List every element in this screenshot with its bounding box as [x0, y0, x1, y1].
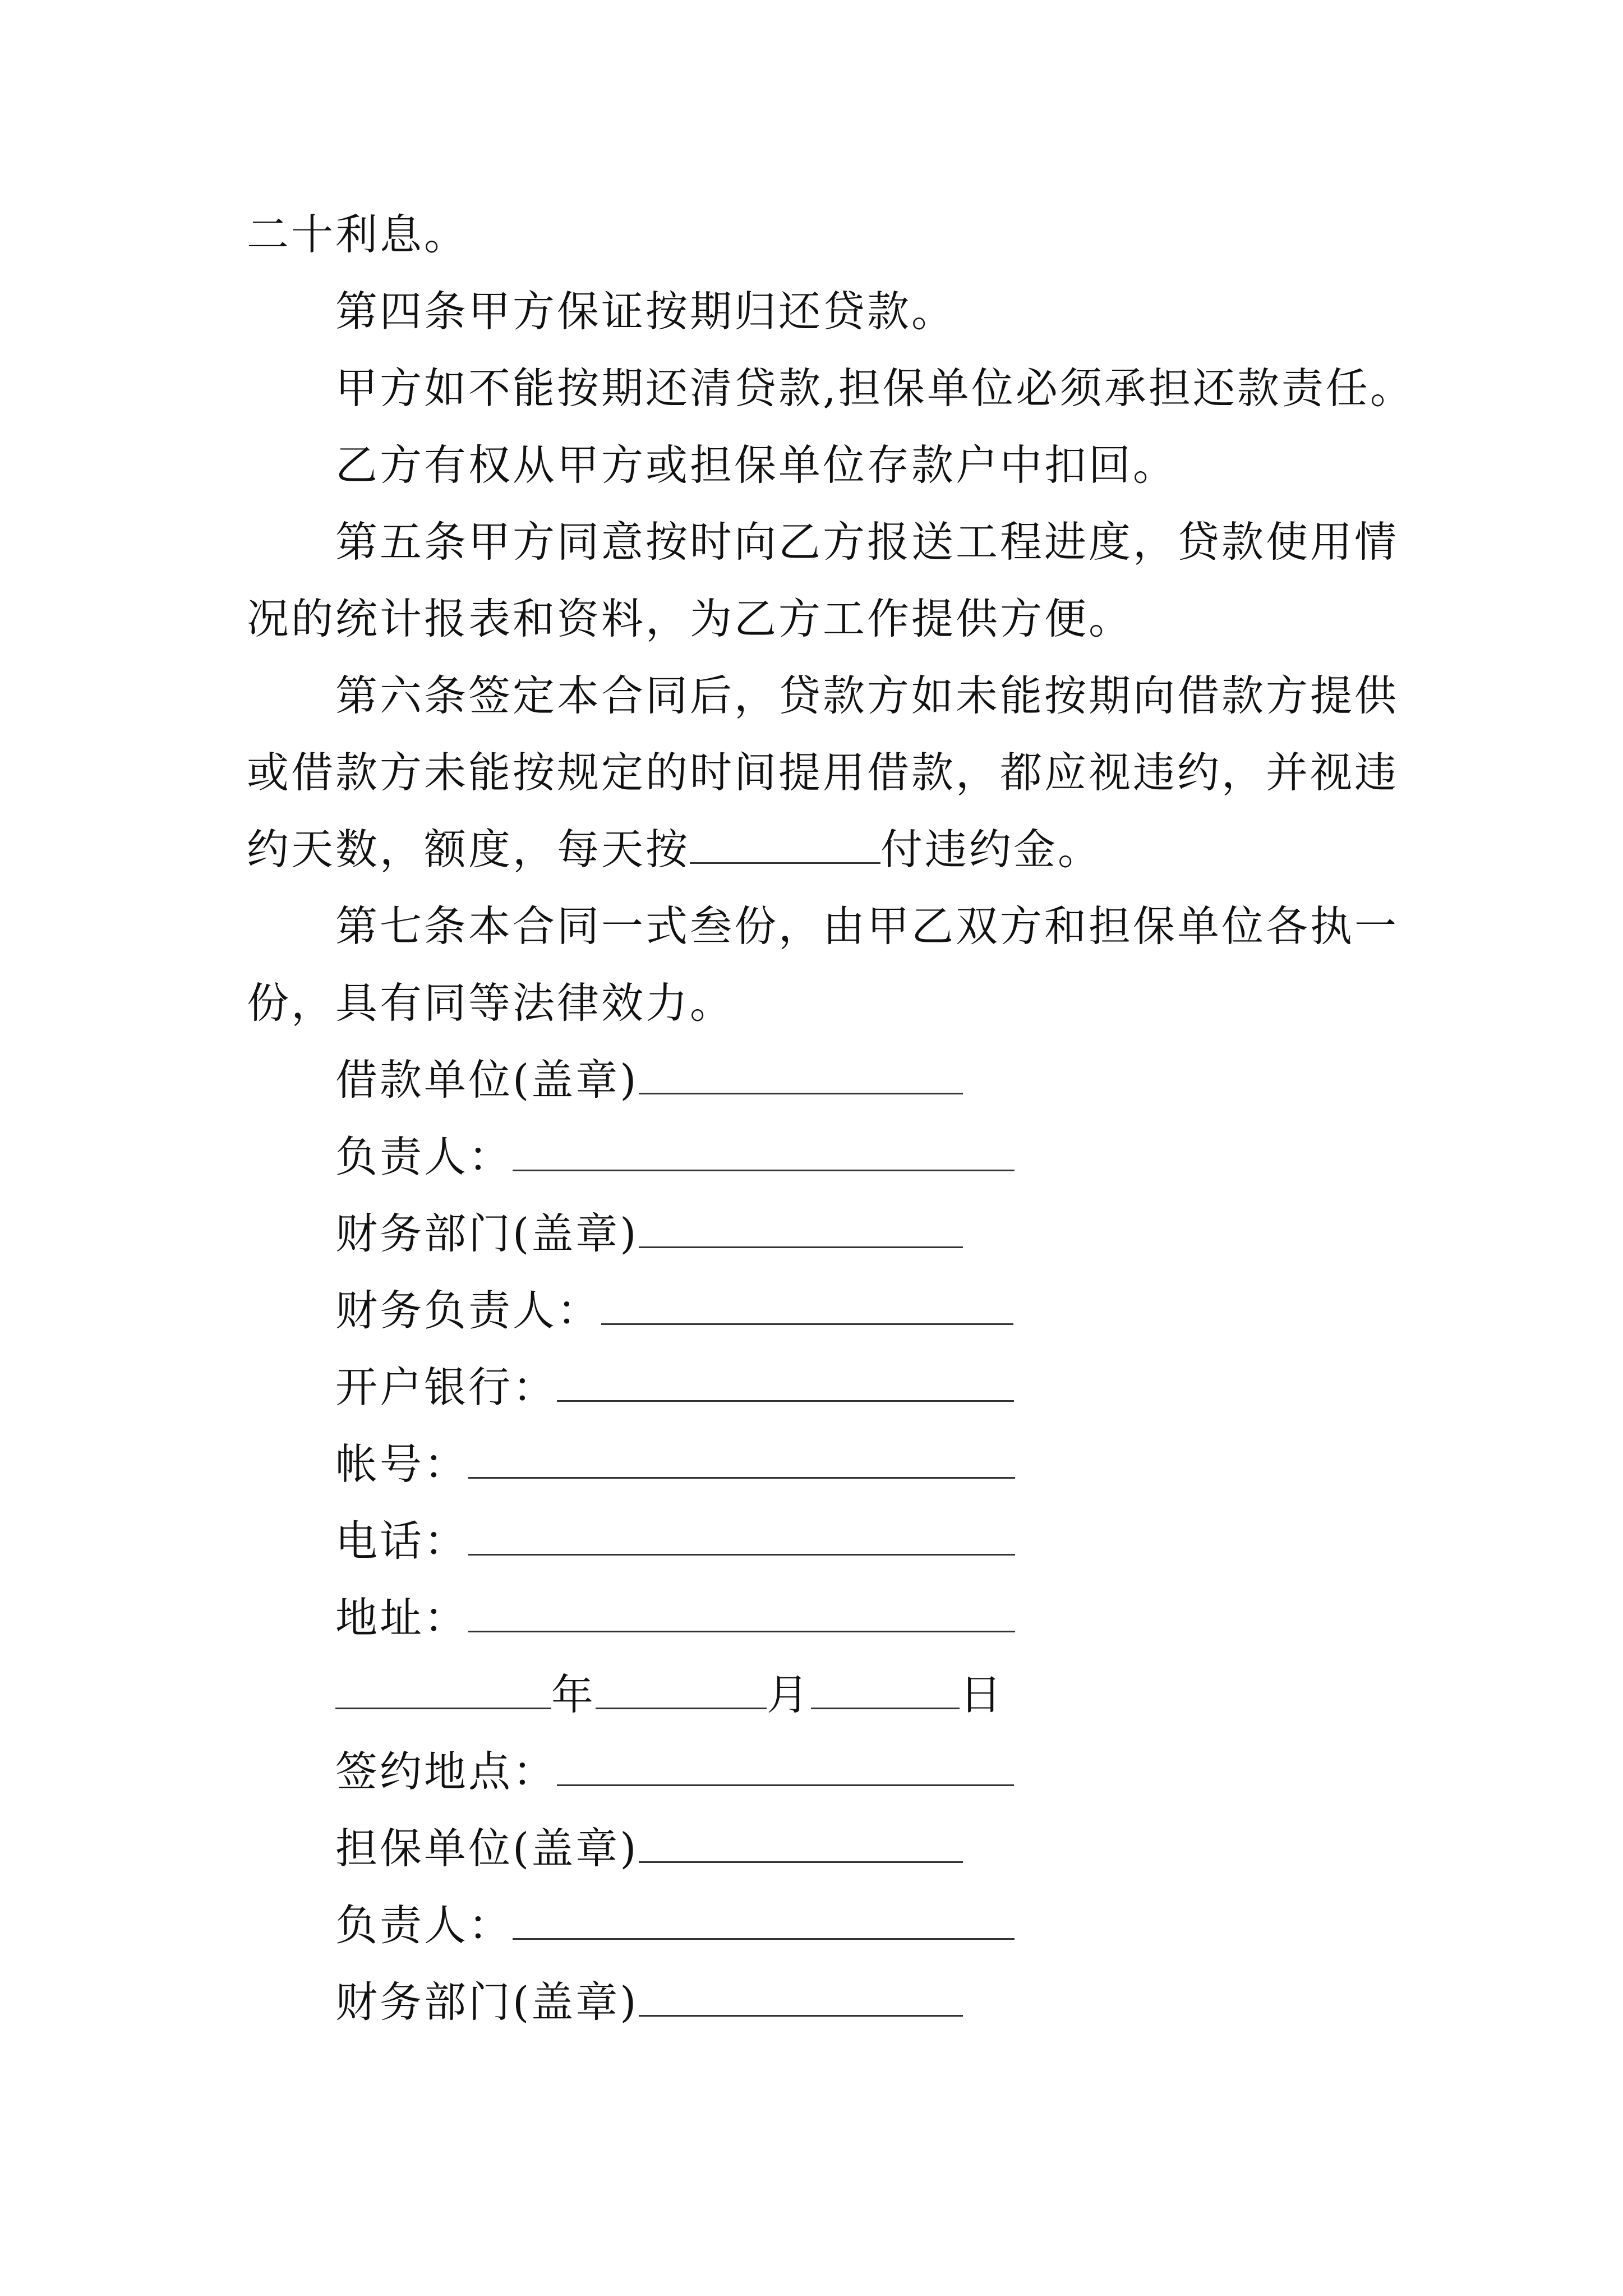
date-line	[335, 1667, 1004, 1723]
field-label: 财务部门(盖章)	[335, 1209, 639, 1258]
field-label: 开户银行：	[335, 1363, 557, 1412]
field-label: 财务部门(盖章)	[335, 1977, 639, 2027]
field-label: 负责人：	[335, 1132, 513, 1181]
phone-blank[interactable]	[468, 1515, 1015, 1556]
paragraph-line: 甲方如不能按期还清贷款,担保单位必须承担还款责任。	[335, 364, 1414, 413]
article-6-line-3	[247, 821, 1102, 877]
address-blank[interactable]	[468, 1591, 1015, 1632]
borrower-seal-field	[335, 1052, 963, 1108]
field-label: 负责人：	[335, 1901, 513, 1950]
year-blank[interactable]	[335, 1668, 551, 1709]
borrower-principal-field	[335, 1129, 1015, 1185]
month-blank[interactable]	[596, 1668, 767, 1709]
month-label: 月	[767, 1670, 811, 1719]
field-label: 地址：	[335, 1593, 469, 1642]
article-5-line-2: 况的统计报表和资料，为乙方工作提供方便。	[247, 594, 1133, 643]
field-label: 电话：	[335, 1516, 469, 1566]
finance-dept-blank[interactable]	[639, 1207, 963, 1248]
day-blank[interactable]	[811, 1668, 960, 1709]
guarantor-finance-blank[interactable]	[639, 1976, 963, 2017]
finance-dept-seal-field	[335, 1205, 963, 1262]
article-6-line-3-end: 付违约金。	[880, 825, 1103, 874]
finance-principal-blank[interactable]	[601, 1284, 1013, 1325]
field-label: 帐号：	[335, 1439, 469, 1489]
borrower-seal-blank[interactable]	[639, 1053, 963, 1094]
paragraph-line: 乙方有权从甲方或担保单位存款户中扣回。	[335, 440, 1178, 490]
article-7-line-1: 第七条本合同一式叁份，由甲乙双方和担保单位各执一	[335, 901, 1399, 951]
address-field	[335, 1590, 1015, 1646]
field-label: 签约地点：	[335, 1747, 557, 1796]
phone-field	[335, 1513, 1015, 1569]
guarantor-seal-blank[interactable]	[639, 1822, 963, 1863]
account-blank[interactable]	[468, 1438, 1015, 1479]
article-6-line-1: 第六条签定本合同后，贷款方如未能按期向借款方提供	[335, 671, 1399, 720]
guarantor-principal-field	[335, 1897, 1015, 1953]
article-6-line-3-text: 约天数，额度，每天按	[247, 825, 690, 874]
penalty-rate-blank[interactable]	[690, 823, 880, 864]
signing-place-blank[interactable]	[557, 1745, 1014, 1786]
article-4-title: 第四条甲方保证按期归还贷款。	[335, 287, 956, 336]
account-field	[335, 1436, 1015, 1492]
day-label: 日	[960, 1670, 1004, 1719]
guarantor-finance-seal-field	[335, 1974, 963, 2030]
article-6-line-2: 或借款方未能按规定的时间提用借款，都应视违约，并视违	[247, 748, 1399, 797]
guarantor-principal-blank[interactable]	[513, 1899, 1015, 1940]
signing-place-field	[335, 1743, 1014, 1800]
finance-principal-field	[335, 1282, 1013, 1338]
field-label: 财务负责人：	[335, 1286, 602, 1335]
bank-blank[interactable]	[557, 1361, 1014, 1402]
article-5-line-1: 第五条甲方同意按时向乙方报送工程进度，贷款使用情	[335, 517, 1399, 567]
paragraph-line: 二十利息。	[247, 210, 469, 259]
principal-blank[interactable]	[513, 1130, 1015, 1171]
bank-field	[335, 1359, 1014, 1415]
year-label: 年	[551, 1670, 596, 1719]
field-label: 担保单位(盖章)	[335, 1824, 639, 1873]
field-label: 借款单位(盖章)	[335, 1055, 639, 1105]
article-7-line-2: 份，具有同等法律效力。	[247, 978, 735, 1028]
guarantor-seal-field	[335, 1820, 963, 1876]
